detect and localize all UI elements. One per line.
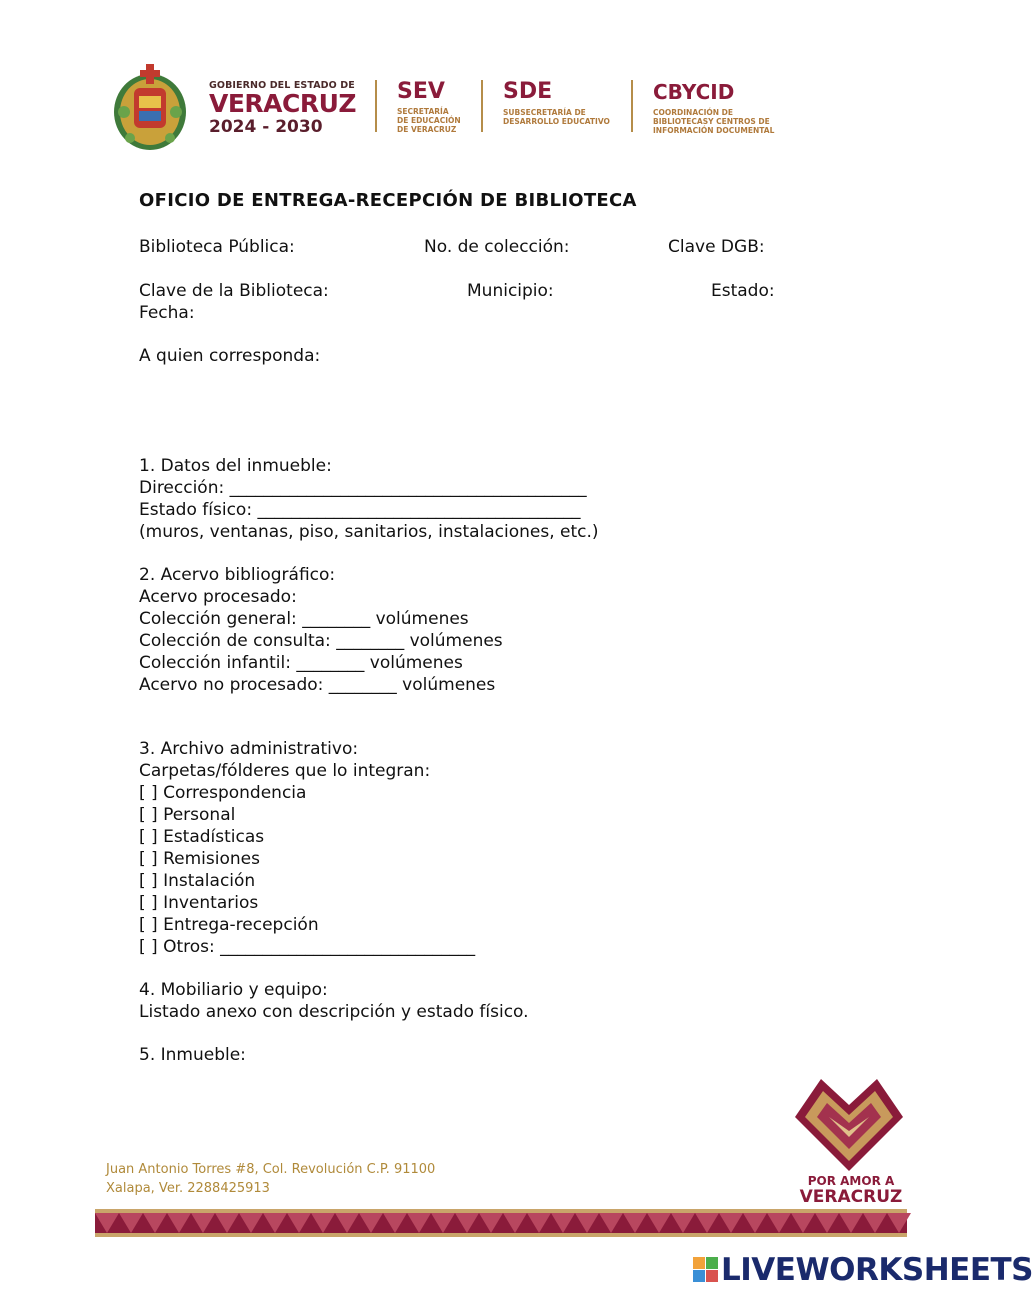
sev-logo [397, 80, 461, 134]
field-coleccion-consulta[interactable]: Colección de consulta: ________ volúmenes [139, 631, 503, 651]
section-mobiliario [139, 979, 529, 1023]
estado-fisico-note: (muros, ventanas, piso, sanitarios, instalaciones, etc.) [139, 522, 599, 542]
liveworksheets-icon [693, 1257, 719, 1283]
section-title: 2. Acervo bibliográfico: [139, 565, 336, 585]
sde-logo [503, 80, 610, 126]
address-line1: Juan Antonio Torres #8, Col. Revolución C.P. 91100 [106, 1162, 436, 1177]
slogan-line1: POR AMOR A [807, 1174, 895, 1188]
field-clave-dgb: Clave DGB: [668, 237, 765, 257]
government-logo [209, 80, 359, 137]
section-datos-inmueble [139, 455, 599, 543]
checkbox-estadisticas[interactable]: [ ] Estadísticas [139, 827, 265, 847]
section-inmueble-title: 5. Inmueble: [139, 1045, 246, 1065]
field-acervo-no-procesado[interactable]: Acervo no procesado: ________ volúmenes [139, 675, 496, 695]
gov-state: VERACRUZ [209, 89, 357, 118]
header-divider [375, 80, 377, 132]
cbycid-logo [653, 80, 774, 135]
checkbox-personal[interactable]: [ ] Personal [139, 805, 236, 825]
document-title: OFICIO DE ENTREGA-RECEPCIÓN DE BIBLIOTECA [139, 190, 637, 211]
checkbox-correspondencia[interactable]: [ ] Correspondencia [139, 783, 307, 803]
section-title: 3. Archivo administrativo: [139, 739, 359, 759]
cbycid-subtitle: COORDINACIÓN DE BIBLIOTECASY CENTROS DE INFORMACIÓN DOCUMENTAL [653, 108, 775, 135]
checkbox-instalacion[interactable]: [ ] Instalación [139, 871, 256, 891]
header-divider [481, 80, 483, 132]
acervo-procesado-label: Acervo procesado: [139, 587, 297, 607]
sde-subtitle: SUBSECRETARÍA DE DESARROLLO EDUCATIVO [503, 108, 610, 126]
field-fecha: Fecha: [139, 303, 195, 323]
gov-years: 2024 - 2030 [209, 117, 323, 137]
footer-address [106, 1160, 435, 1198]
field-coleccion-general[interactable]: Colección general: ________ volúmenes [139, 609, 469, 629]
section-archivo [139, 738, 475, 958]
sde-title: SDE [503, 79, 553, 104]
field-direccion[interactable]: Dirección: __________________________________________ [139, 478, 587, 498]
slogan [795, 1174, 907, 1206]
checkbox-entrega-recepcion[interactable]: [ ] Entrega-recepción [139, 915, 319, 935]
header-divider [631, 80, 633, 132]
field-clave-biblioteca: Clave de la Biblioteca: [139, 281, 329, 301]
section-title: 4. Mobiliario y equipo: [139, 980, 328, 1000]
mobiliario-text: Listado anexo con descripción y estado físico. [139, 1002, 529, 1022]
header [0, 0, 1000, 160]
coat-of-arms-logo [110, 58, 190, 154]
field-estado: Estado: [711, 281, 775, 301]
field-estado-fisico[interactable]: Estado físico: ______________________________________ [139, 500, 581, 520]
field-biblioteca-publica: Biblioteca Pública: [139, 237, 295, 257]
heart-logo [793, 1077, 905, 1173]
liveworksheets-text: LIVEWORKSHEETS [721, 1252, 1033, 1288]
section-acervo [139, 564, 503, 696]
decorative-band [95, 1209, 907, 1237]
address-line2: Xalapa, Ver. 2288425913 [106, 1181, 270, 1196]
salutation: A quien corresponda: [139, 346, 321, 366]
cbycid-title: CBYCID [653, 80, 735, 104]
slogan-line2: VERACRUZ [799, 1187, 903, 1207]
sev-title: SEV [397, 79, 445, 104]
liveworksheets-logo[interactable] [693, 1252, 1033, 1288]
checkbox-remisiones[interactable]: [ ] Remisiones [139, 849, 260, 869]
carpetas-label: Carpetas/fólderes que lo integran: [139, 761, 431, 781]
field-municipio: Municipio: [467, 281, 554, 301]
sev-subtitle: SECRETARÍA DE EDUCACIÓN DE VERACRUZ [397, 107, 461, 134]
gov-line1: GOBIERNO DEL ESTADO DE [209, 80, 355, 91]
field-no-coleccion: No. de colección: [424, 237, 570, 257]
section-title: 1. Datos del inmueble: [139, 456, 332, 476]
checkbox-otros[interactable]: [ ] Otros: ______________________________ [139, 937, 476, 957]
field-coleccion-infantil[interactable]: Colección infantil: ________ volúmenes [139, 653, 463, 673]
checkbox-inventarios[interactable]: [ ] Inventarios [139, 893, 259, 913]
